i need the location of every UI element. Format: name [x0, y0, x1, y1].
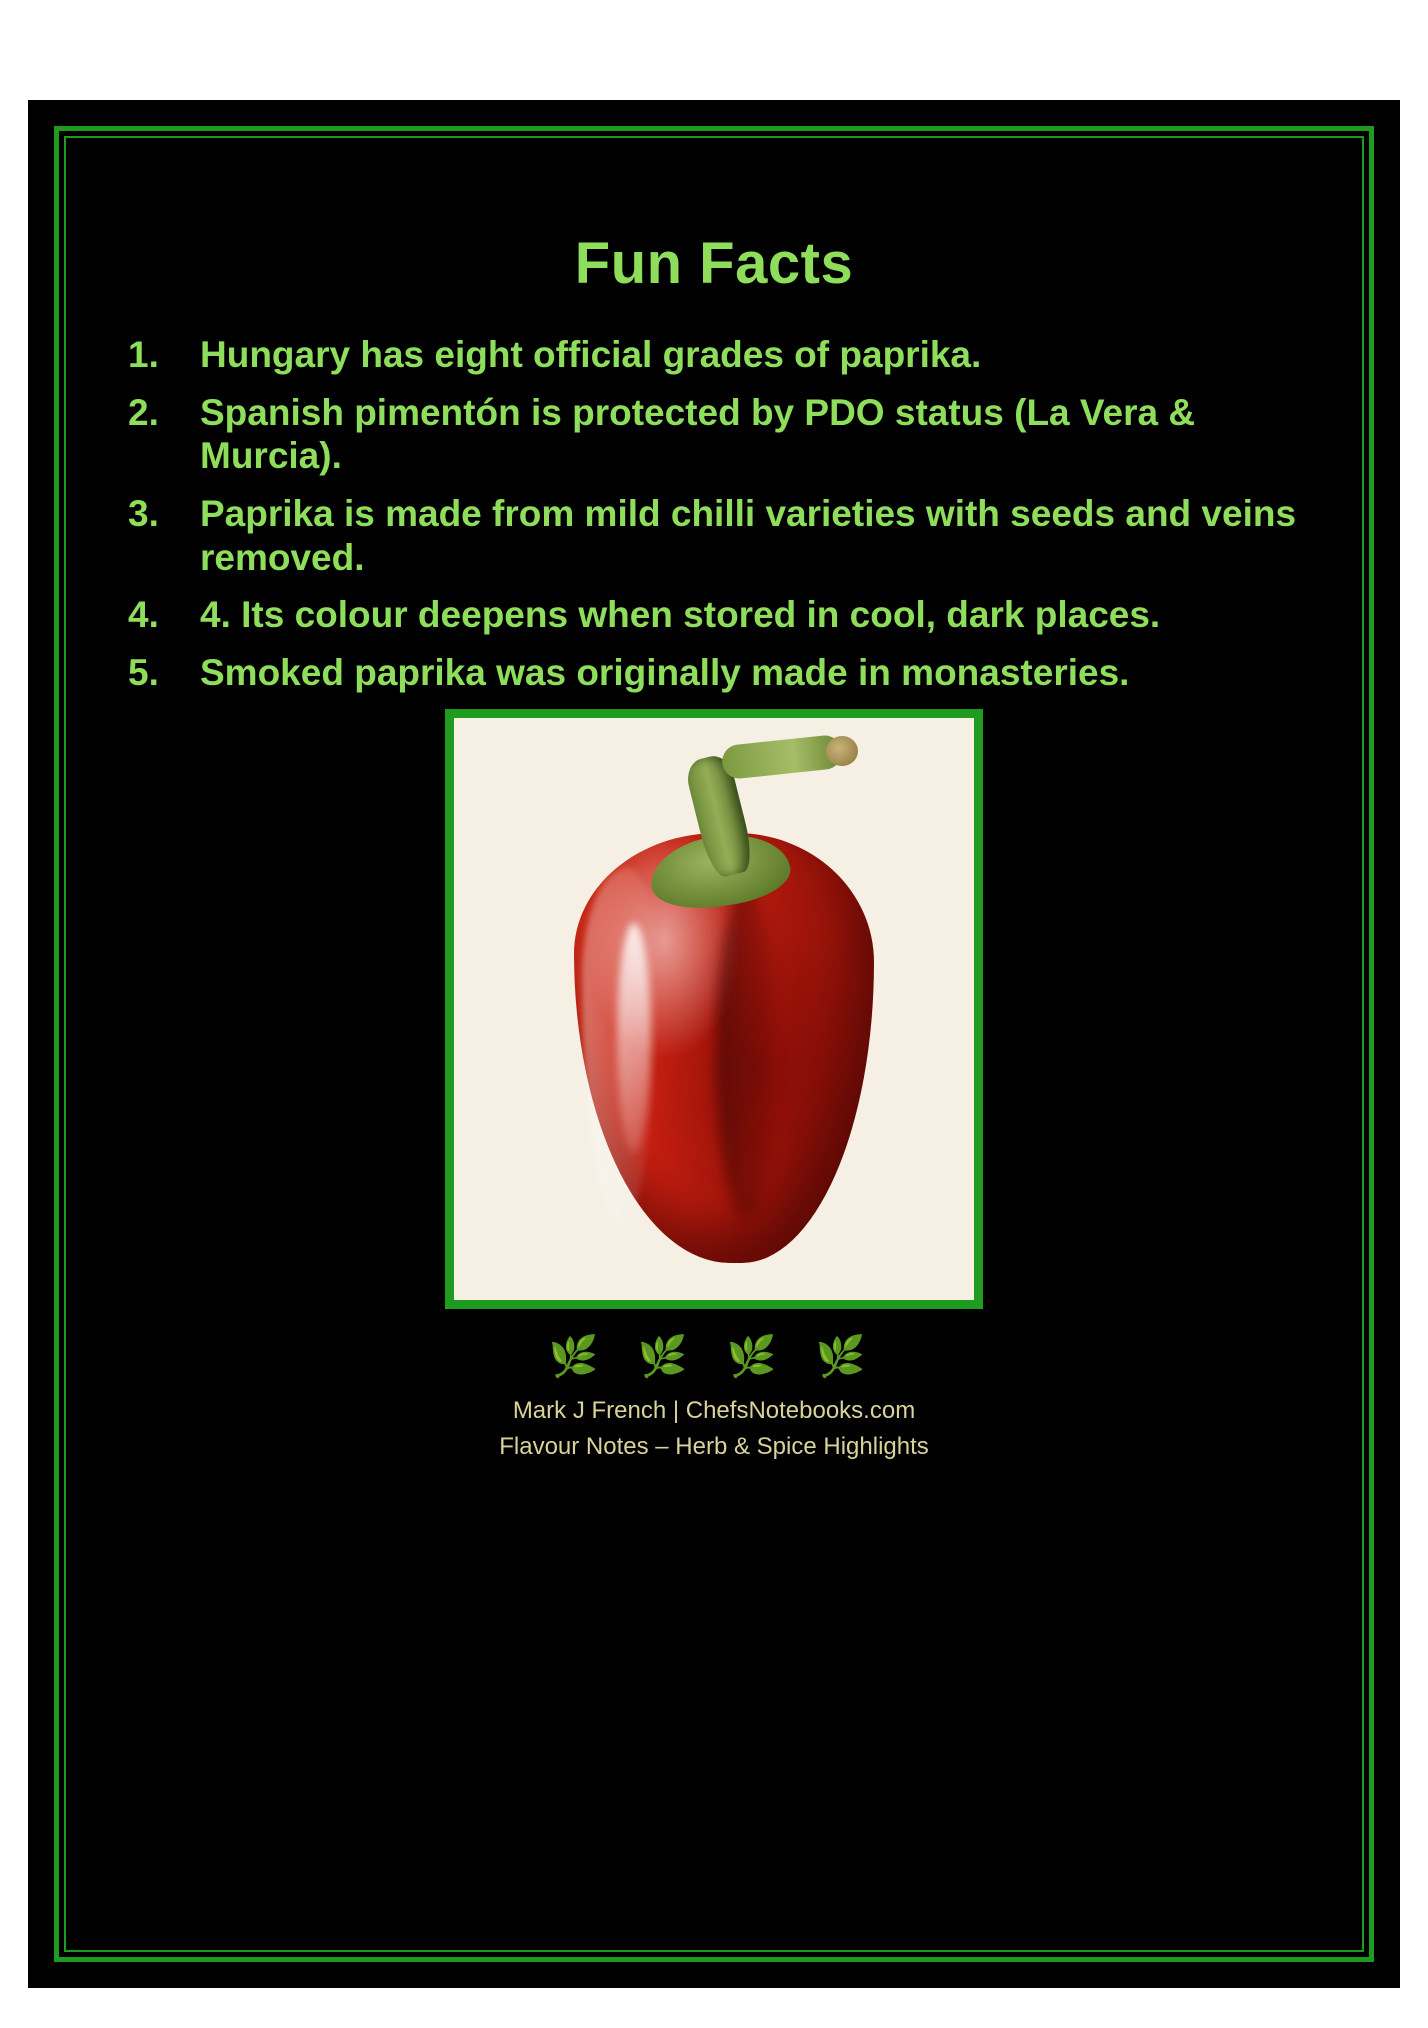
list-item [128, 651, 1300, 695]
list-item-text: Spanish pimentón is protected by PDO status (La Vera & Murcia). [200, 391, 1196, 477]
list-item-text: Paprika is made from mild chilli varieties with seeds and veins removed. [200, 492, 1297, 578]
list-item-number: 1. [128, 334, 159, 375]
list-item [128, 593, 1300, 637]
list-item [128, 492, 1300, 579]
list-item-number: 5. [128, 651, 159, 693]
pepper-stem-top-shape [721, 733, 844, 779]
list-item [128, 333, 1300, 377]
list-item [128, 391, 1300, 478]
facts-list [98, 333, 1330, 695]
footer-subtitle: Flavour Notes – Herb & Spice Highlights [499, 1432, 929, 1460]
footer-credit: Mark J French | ChefsNotebooks.com [512, 1396, 916, 1424]
list-item-text: Smoked paprika was originally made in monasteries. [200, 651, 1130, 693]
illustration-canvas [454, 718, 974, 1300]
pepper-highlight-shape [617, 923, 651, 1153]
list-item-number: 4. [128, 594, 159, 636]
pepper-shadow-shape [716, 888, 776, 1218]
list-item-text: 4. Its colour deepens when stored in cool, dark places. [200, 594, 1161, 636]
page-title: Fun Facts [574, 231, 854, 296]
pepper-stem-tip-shape [826, 736, 858, 766]
pepper-illustration [445, 709, 983, 1309]
list-item-number: 2. [128, 391, 159, 433]
list-item-text: Hungary has eight official grades of paprika. [200, 334, 982, 375]
card-content [98, 160, 1330, 1928]
footer [98, 1393, 1330, 1465]
herb-ornament-icon: 🌿 🌿 🌿 🌿 [548, 1334, 880, 1379]
fun-facts-card [28, 100, 1400, 1988]
list-item-number: 3. [128, 492, 159, 534]
